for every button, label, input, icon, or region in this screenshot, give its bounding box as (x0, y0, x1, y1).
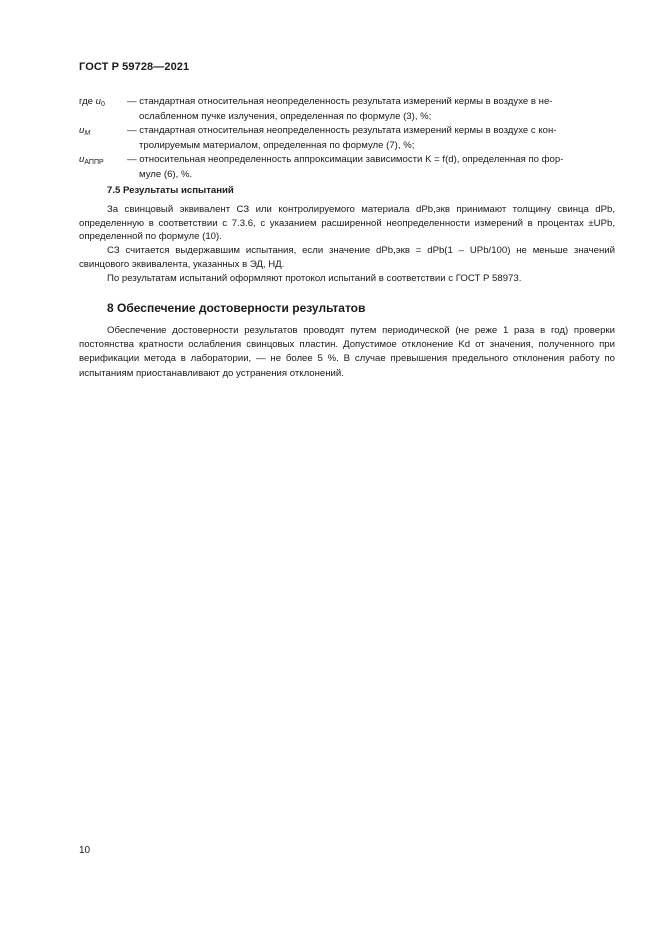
page-number: 10 (79, 845, 91, 856)
definition-text-line2: ослабленном пучке излучения, определенная по формуле (3), %; (139, 110, 432, 122)
definition-text-line2: муле (6), %. (139, 168, 193, 180)
definition-symbol: u (79, 125, 85, 137)
definition-um (79, 124, 615, 153)
section-8-paragraph-1: Обеспечение достоверности результатов проводят путем периодической (не реже 1 раза в год) проверки постоянства кратности ослабления свинцовых пластин. Допустимое отклонение Kd от значения, полученного при верификации метода в лаборатории, — не более 5 %. В случае превышения предельного отклонения работу по испытаниям приостанавливают до устранения отклонений. (79, 325, 615, 379)
definition-text-line1: — стандартная относительная неопределенность результата измерений кермы в воздухе с кон- (127, 125, 557, 137)
section-7-5-paragraph-2: СЗ считается выдержавшим испытания, если значение dPb,экв = dPb(1 – UPb/100) не меньше значений свинцового эквивалента, указанных в ЭД, НД. (79, 245, 615, 270)
document-header: ГОСТ Р 59728—2021 (79, 61, 190, 73)
section-7-5-paragraph-3: По результатам испытаний оформляют протокол испытаний в соответствии с ГОСТ Р 58973. (107, 272, 522, 284)
definition-text-line1: — относительная неопределенность аппроксимации зависимости K = f(d), определенная по фор- (127, 154, 564, 166)
definition-prefix: где (79, 96, 96, 107)
definition-text-line1: — стандартная относительная неопределенность результата измерений кермы в воздухе в не- (127, 96, 553, 107)
definition-u0 (79, 95, 615, 124)
definition-symbol: u (95, 96, 102, 107)
section-8-body (79, 324, 615, 381)
definition-subscript: 0 (101, 101, 105, 108)
definition-symbol: u (79, 154, 85, 166)
definition-subscript: АППР (84, 159, 104, 167)
section-8-heading: 8 Обеспечение достоверности результатов (107, 301, 366, 315)
section-7-5-paragraph-1: За свинцовый эквивалент СЗ или контролируемого материала dPb,экв принимают толщину свинца dPb, определенную в соответствии с 7.3.6, с указанием расширенной неопределенности измерений в процентах ±UPb, определенной по формуле (10). (79, 204, 615, 243)
definition-subscript: M (84, 130, 91, 138)
definitions-list (79, 95, 615, 183)
section-7-5-body (79, 203, 615, 285)
section-7-5-heading: 7.5 Результаты испытаний (107, 185, 234, 196)
definition-uappr (79, 153, 615, 182)
definition-text-line2: тролируемым материалом, определенная по формуле (7), %; (139, 139, 415, 151)
